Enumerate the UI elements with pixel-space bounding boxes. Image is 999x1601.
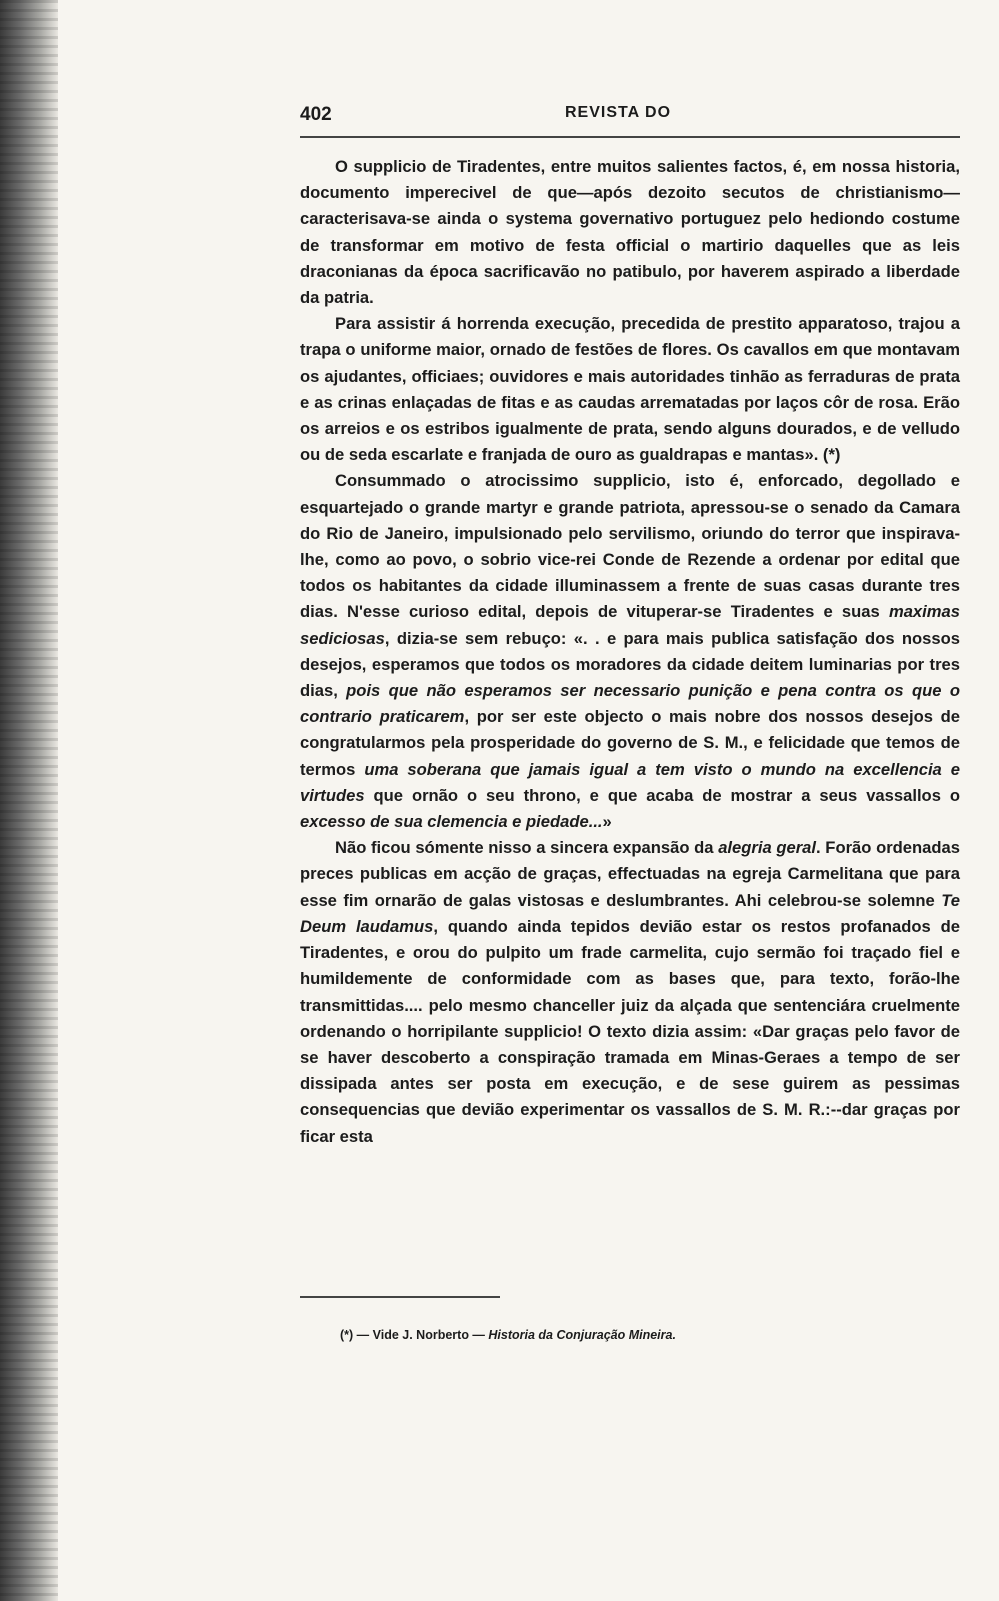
footnote-rule [300, 1296, 500, 1298]
text-span: . Forão ordenadas preces publicas em acção de graças, effectuadas na egreja Carmelitana que para esse fim ornarão de galas vistosas e deslumbrantes. Ahi celebrou-se solemne [300, 838, 960, 910]
italic-span: pois que não esperamos ser necessario punição e pena contra os que o contrario praticarem [300, 681, 960, 727]
text-span: Consummado o atrocissimo supplicio, isto é, enforcado, degollado e esquartejado o grande martyr e grande patriota, apressou-se o senado da Camara do Rio de Janeiro, impulsionado pelo servilismo, oriundo do terror que inspirava-lhe, como ao povo, o sobrio vice-rei Conde de Rezende a ordenar por edital que todos os habitantes da cidade illuminassem a frente de suas casas durante tres dias. N'esse curioso edital, depois de vituperar-se Tiradentes e suas [300, 471, 960, 622]
paragraph-2: Para assistir á horrenda execução, precedida de prestito apparatoso, trajou a trapa o uniforme maior, ornado de festões de flores. Os cavallos em que montavam os ajudantes, officiaes; ouvidores e mais autoridades tinhão as ferraduras de prata e as crinas enlaçadas de fitas e as caudas arrematadas por laços côr de rosa. Erão os arreios e os estribos igualmente de prata, sendo alguns dourados, e de velludo ou de seda escarlate e franjada de ouro as gualdrapas e mantas». (*) [300, 314, 960, 465]
header-rule [300, 136, 960, 138]
text-span: , dizia-se sem rebuço: «. . e para mais publica satisfação dos nossos desejos, esperamos que todos os moradores da cidade deitem luminarias por tres dias, [300, 628, 960, 701]
italic-span: alegria geral [718, 838, 817, 858]
page-header [300, 104, 960, 134]
text-span: que ornão o seu throno, e que acaba de mostrar a seus vassallos o [364, 785, 960, 805]
body-text [300, 154, 960, 1150]
italic-span: Te Deum laudamus [300, 890, 960, 936]
italic-span: excesso de sua clemencia e piedade... [300, 812, 603, 832]
footnote [340, 1328, 940, 1342]
book-binding-edge [0, 0, 58, 1601]
running-head: REVISTA DO [565, 104, 672, 121]
paragraph-3 [300, 468, 960, 835]
page-number: 402 [300, 104, 332, 125]
paragraph-1: O supplicio de Tiradentes, entre muitos salientes factos, é, em nossa historia, documento imperecivel de que—após dezoito secutos de christianismo—caracterisava-se ainda o systema governativo portuguez pelo hediondo costume de transformar em motivo de festa official o martirio daquelles que as leis draconianas da época sacrificavão no patibulo, por haverem aspirado a liberdade da patria. [300, 157, 960, 308]
text-span: , quando ainda tepidos devião estar os restos profanados de Tiradentes, e orou do pulpito um frade carmelita, cujo sermão foi traçado fiel e humildemente de conformidade com as bases que, para texto, forão-lhe transmittidas.... pelo mesmo chanceller juiz da alçada que sentenciára cruelmente ordenando o horripilante supplicio! O texto dizia assim: «Dar graças pelo favor de se haver descoberto a conspiração tramada em Minas-Geraes a tempo de ser dissipada antes ser posta em execução, e de sese guirem as pessimas consequencias que devião experimentar os vassallos de S. M. R.:--dar graças por ficar esta [300, 916, 960, 1146]
italic-span: uma soberana que jamais igual a tem visto o mundo na excellencia e virtudes [300, 759, 960, 805]
footnote-marker: (*) — Vide J. Norberto — [340, 1328, 489, 1342]
text-span: Não ficou sómente nisso a sincera expansão da [335, 838, 719, 858]
text-span: » [602, 812, 612, 832]
italic-span: maximas sediciosas [300, 602, 960, 648]
paragraph-4 [300, 835, 960, 1149]
footnote-title: Historia da Conjuração Mineira. [488, 1328, 676, 1342]
text-span: , por ser este objecto o mais nobre dos nossos desejos de congratularmos pela prosperidade do governo de S. M., e felicidade que temos de termos [300, 707, 960, 779]
